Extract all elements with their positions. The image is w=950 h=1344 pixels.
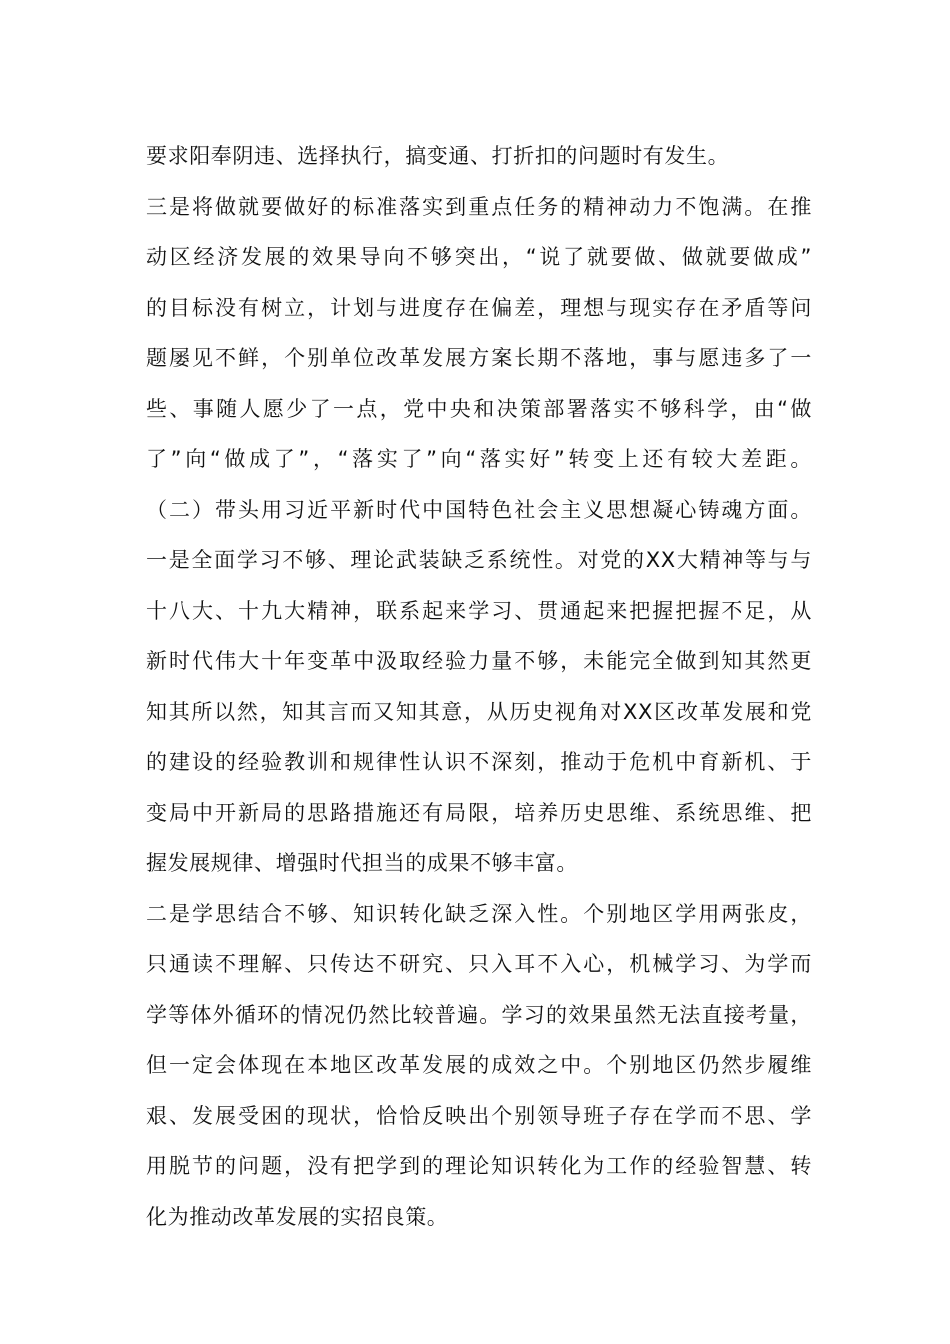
text-line: 三是将做就要做好的标准落实到重点任务的精神动力不饱满。在推: [146, 194, 812, 219]
text-line: 的目标没有树立，计划与进度存在偏差，理想与现实存在矛盾等问: [146, 295, 812, 320]
text-line: 些、事随人愿少了一点，党中央和决策部署落实不够科学，由“做: [146, 396, 812, 421]
text-line: 握发展规律、增强时代担当的成果不够丰富。: [146, 851, 578, 875]
document-body: [146, 131, 812, 1242]
section-heading: （二）带头用习近平新时代中国特色社会主义思想凝心铸魂方面。: [146, 497, 812, 522]
text-line: 要求阳奉阴违、选择执行，搞变通、打折扣的问题时有发生。: [146, 144, 730, 168]
text-line: 新时代伟大十年变革中汲取经验力量不够，未能完全做到知其然更: [146, 649, 812, 673]
text-line: 用脱节的问题，没有把学到的理论知识转化为工作的经验智慧、转: [146, 1154, 812, 1178]
text-line: 只通读不理解、只传达不研究、只入耳不入心，机械学习、为学而: [146, 952, 812, 976]
text-line: 十八大、十九大精神，联系起来学习、贯通起来把握把握不足，从: [146, 598, 812, 623]
text-line: 变局中开新局的思路措施还有局限，培养历史思维、系统思维、把: [146, 800, 812, 825]
text-line: 的建设的经验教训和规律性认识不深刻，推动于危机中育新机、于: [146, 750, 812, 774]
text-line: 二是学思结合不够、知识转化缺乏深入性。个别地区学用两张皮，: [146, 901, 812, 926]
text-line: 动区经济发展的效果导向不够突出，“说了就要做、做就要做成”: [146, 245, 812, 269]
text-line: 了”向“做成了”，“落实了”向“落实好”转变上还有较大差距。: [146, 447, 812, 471]
text-line: 题屡见不鲜，个别单位改革发展方案长期不落地，事与愿违多了一: [146, 346, 812, 370]
text-line: 艰、发展受困的现状，恰恰反映出个别领导班子存在学而不思、学: [146, 1103, 812, 1128]
text-line: 知其所以然，知其言而又知其意，从历史视角对XX区改革发展和党: [146, 699, 812, 724]
text-line: 化为推动改革发展的实招良策。: [146, 1204, 449, 1229]
text-line: 一是全面学习不够、理论武装缺乏系统性。对党的XX大精神等与与: [146, 548, 812, 572]
text-line: 学等体外循环的情况仍然比较普遍。学习的效果虽然无法直接考量，: [146, 1002, 812, 1027]
text-line: 但一定会体现在本地区改革发展的成效之中。个别地区仍然步履维: [146, 1053, 812, 1077]
